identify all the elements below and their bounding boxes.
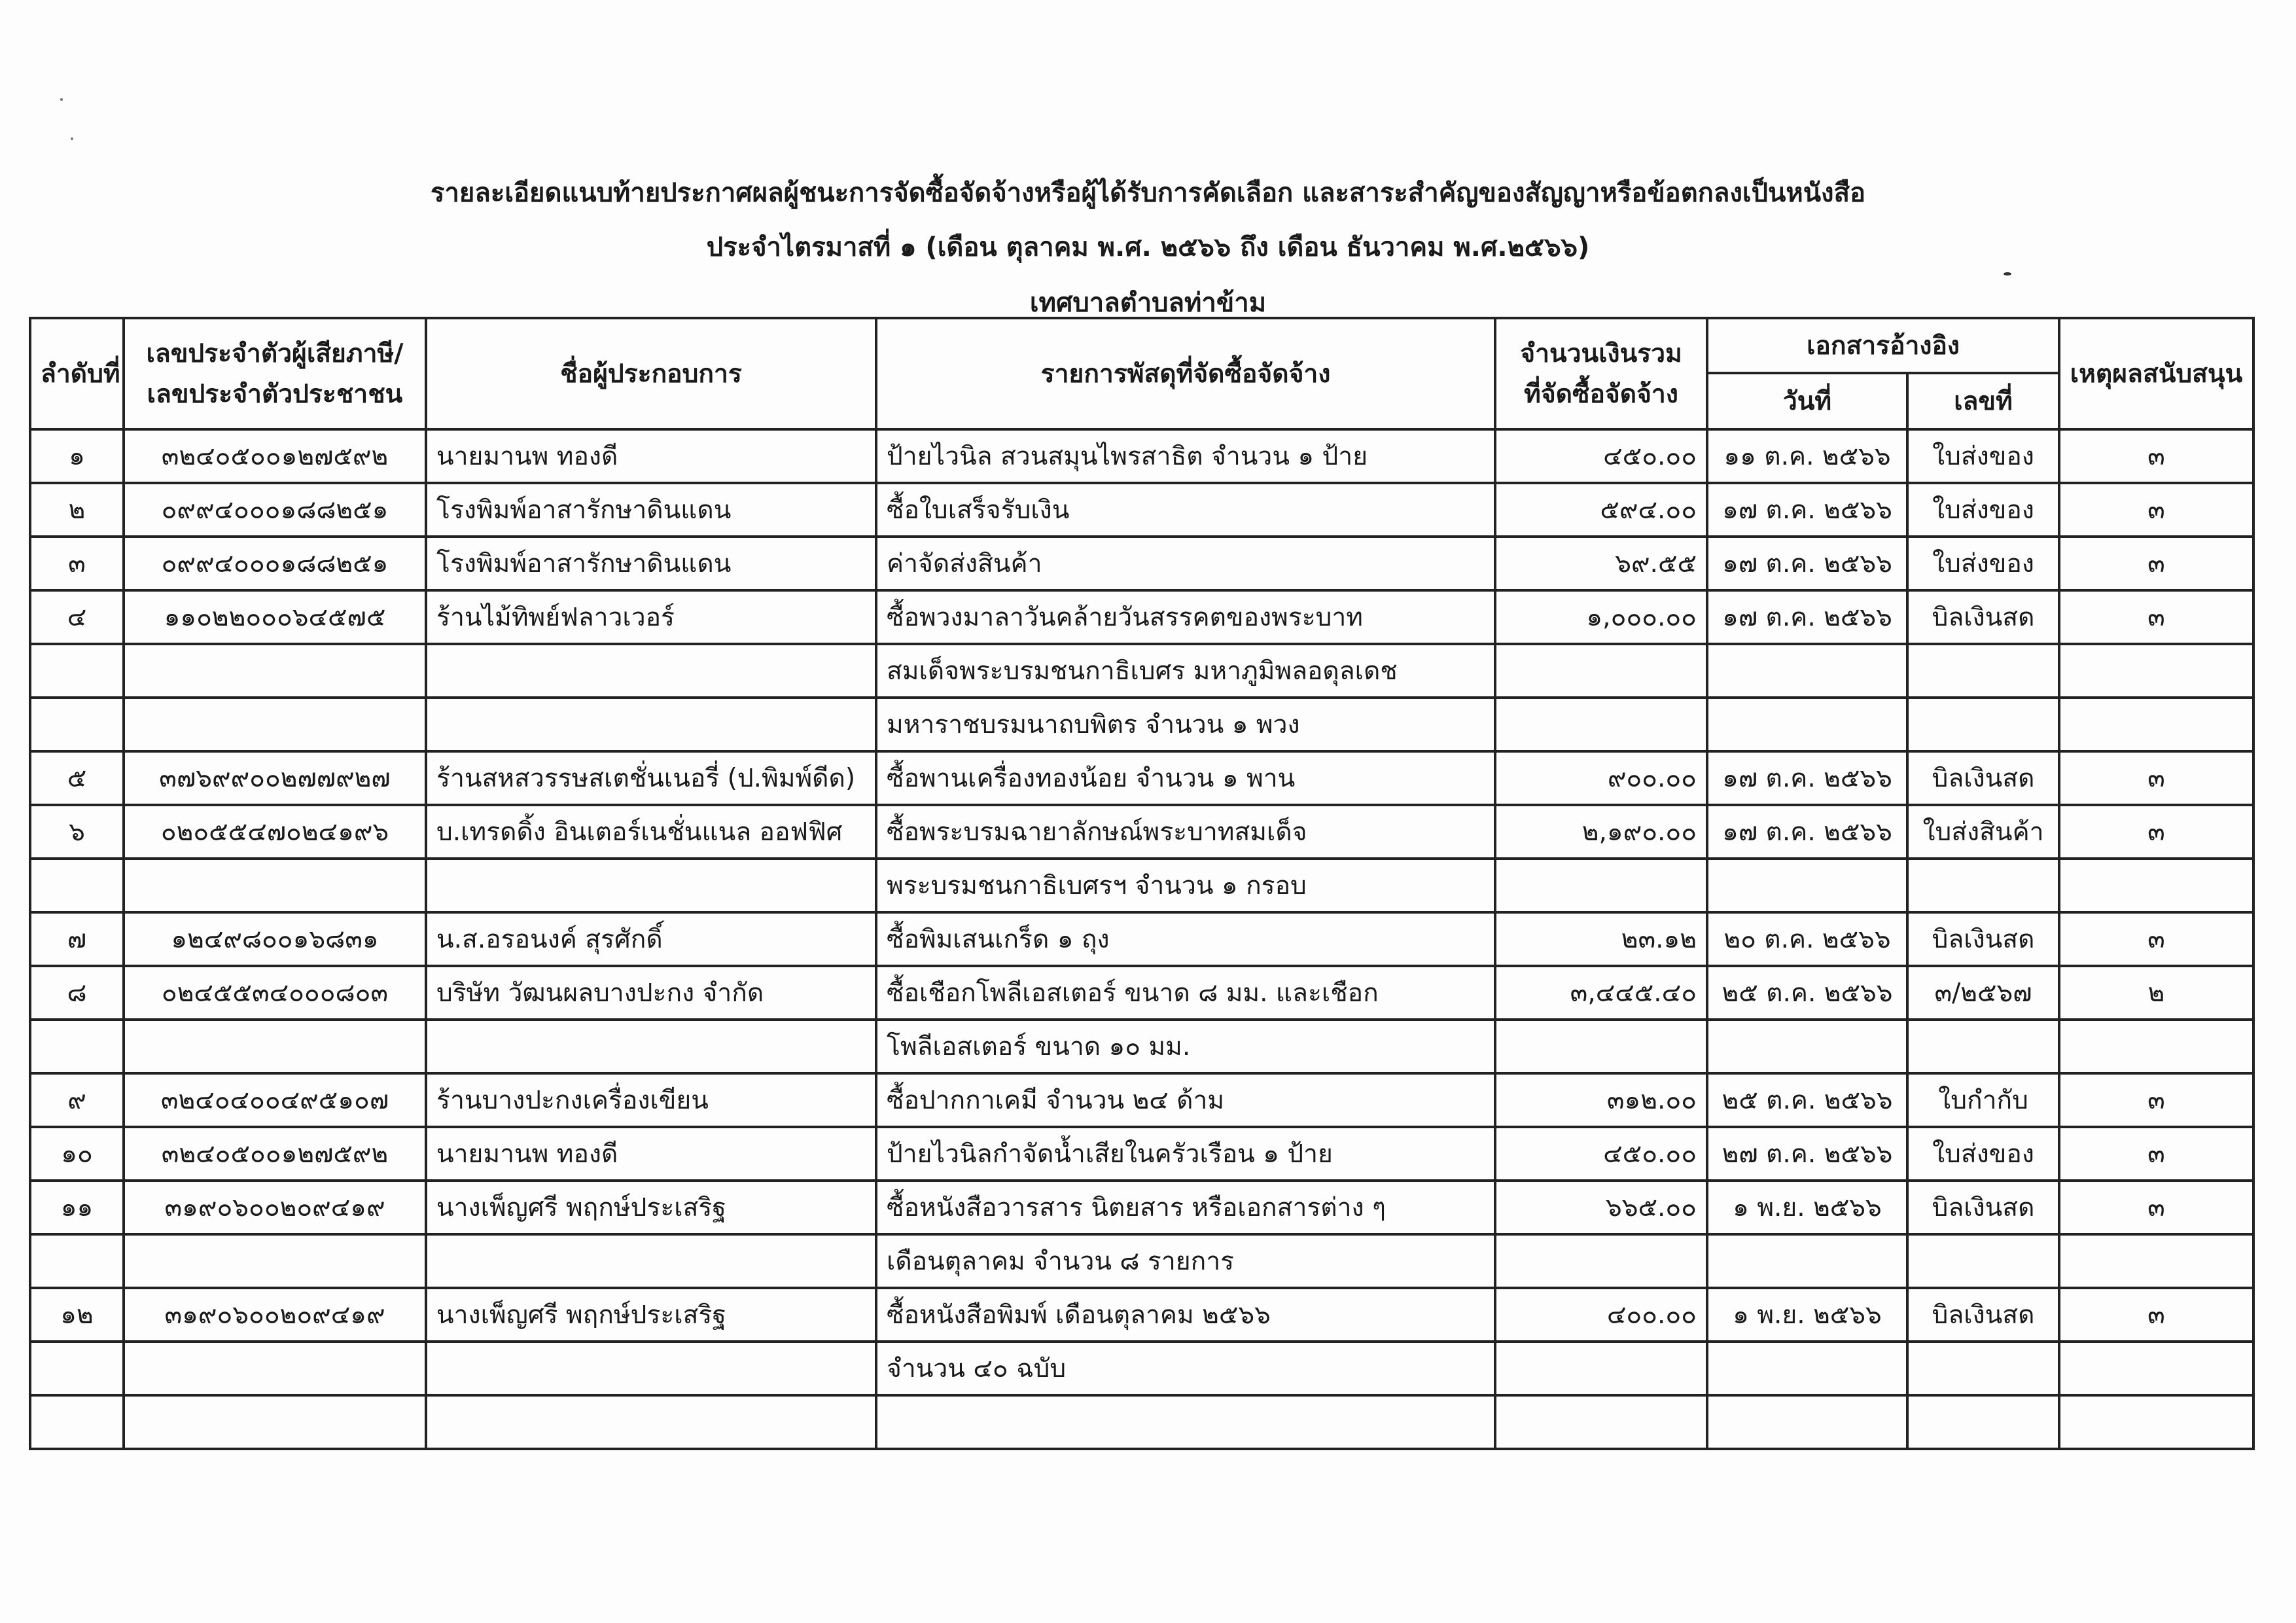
table-row bbox=[30, 1181, 2253, 1234]
table-row bbox=[30, 1234, 2253, 1288]
cell-no bbox=[30, 698, 124, 751]
table-row bbox=[30, 1073, 2253, 1127]
header-vendor: ชื่อผู้ประกอบการ bbox=[426, 318, 876, 429]
cell-item: ซื้อหนังสือวารสาร นิตยสาร หรือเอกสารต่าง ๆ bbox=[876, 1181, 1495, 1234]
header-no: ลำดับที่ bbox=[30, 318, 124, 429]
cell-no bbox=[30, 644, 124, 698]
cell-amount: ๑,๐๐๐.๐๐ bbox=[1495, 590, 1707, 644]
cell-reason: ๓ bbox=[2059, 537, 2253, 590]
cell-no: ๔ bbox=[30, 590, 124, 644]
cell-tax-id bbox=[124, 1020, 426, 1073]
cell-no bbox=[30, 1020, 124, 1073]
cell-date bbox=[1707, 1020, 1907, 1073]
cell-no: ๒ bbox=[30, 483, 124, 537]
cell-date: ๑๗ ต.ค. ๒๕๖๖ bbox=[1707, 805, 1907, 859]
cell-date: ๑๑ ต.ค. ๒๕๖๖ bbox=[1707, 429, 1907, 483]
cell-reason: ๓ bbox=[2059, 429, 2253, 483]
cell-date: ๑๗ ต.ค. ๒๕๖๖ bbox=[1707, 483, 1907, 537]
table-row bbox=[30, 805, 2253, 859]
cell-vendor: ร้านบางปะกงเครื่องเขียน bbox=[426, 1073, 876, 1127]
cell-vendor: นายมานพ ทองดี bbox=[426, 429, 876, 483]
cell-tax-id: ๑๒๔๙๘๐๐๑๖๘๓๑ bbox=[124, 912, 426, 966]
cell-reason bbox=[2059, 644, 2253, 698]
header-date: วันที่ bbox=[1707, 373, 1907, 429]
cell-item: ซื้อพานเครื่องทองน้อย จำนวน ๑ พาน bbox=[876, 751, 1495, 805]
cell-item: ซื้อพระบรมฉายาลักษณ์พระบาทสมเด็จ bbox=[876, 805, 1495, 859]
cell-item: สมเด็จพระบรมชนกาธิเบศร มหาภูมิพลอดุลเดช bbox=[876, 644, 1495, 698]
header-tax-id-line2: เลขประจำตัวประชาชน bbox=[147, 380, 403, 409]
cell-reason bbox=[2059, 1395, 2253, 1449]
cell-amount bbox=[1495, 644, 1707, 698]
cell-tax-id bbox=[124, 1342, 426, 1395]
cell-date: ๑ พ.ย. ๒๕๖๖ bbox=[1707, 1181, 1907, 1234]
cell-ref-no: ใบส่งสินค้า bbox=[1907, 805, 2059, 859]
cell-reason bbox=[2059, 859, 2253, 912]
table-row bbox=[30, 698, 2253, 751]
cell-no: ๕ bbox=[30, 751, 124, 805]
header-ref-doc: เอกสารอ้างอิง bbox=[1707, 318, 2059, 373]
cell-amount: ๓๑๒.๐๐ bbox=[1495, 1073, 1707, 1127]
cell-amount bbox=[1495, 859, 1707, 912]
cell-tax-id: ๐๒๔๕๕๓๔๐๐๐๘๐๓ bbox=[124, 966, 426, 1020]
document-subtitle-organization: เทศบาลตำบลท่าข้าม bbox=[1029, 288, 1267, 318]
cell-tax-id bbox=[124, 698, 426, 751]
cell-tax-id: ๐๙๙๔๐๐๐๑๘๘๒๕๑ bbox=[124, 483, 426, 537]
cell-tax-id: ๓๑๙๐๖๐๐๒๐๙๔๑๙ bbox=[124, 1288, 426, 1342]
cell-date bbox=[1707, 859, 1907, 912]
cell-reason: ๓ bbox=[2059, 912, 2253, 966]
cell-date: ๒๕ ต.ค. ๒๕๖๖ bbox=[1707, 966, 1907, 1020]
cell-reason: ๓ bbox=[2059, 1288, 2253, 1342]
cell-vendor bbox=[426, 1342, 876, 1395]
header-amount bbox=[1495, 318, 1707, 429]
cell-vendor bbox=[426, 1395, 876, 1449]
cell-ref-no: ใบกำกับ bbox=[1907, 1073, 2059, 1127]
cell-reason bbox=[2059, 1020, 2253, 1073]
cell-amount bbox=[1495, 1020, 1707, 1073]
header-amount-line1: จำนวนเงินรวม bbox=[1520, 339, 1682, 368]
cell-item: ซื้อใบเสร็จรับเงิน bbox=[876, 483, 1495, 537]
cell-vendor: น.ส.อรอนงค์ สุรศักดิ์ bbox=[426, 912, 876, 966]
cell-vendor bbox=[426, 1234, 876, 1288]
cell-tax-id: ๑๑๐๒๒๐๐๐๖๔๕๗๕ bbox=[124, 590, 426, 644]
cell-tax-id: ๓๑๙๐๖๐๐๒๐๙๔๑๙ bbox=[124, 1181, 426, 1234]
scan-speck bbox=[60, 98, 63, 101]
cell-vendor bbox=[426, 859, 876, 912]
cell-ref-no: บิลเงินสด bbox=[1907, 1181, 2059, 1234]
cell-item: พระบรมชนกาธิเบศรฯ จำนวน ๑ กรอบ bbox=[876, 859, 1495, 912]
table-row bbox=[30, 859, 2253, 912]
cell-reason: ๒ bbox=[2059, 966, 2253, 1020]
cell-amount bbox=[1495, 1234, 1707, 1288]
table-row bbox=[30, 644, 2253, 698]
cell-item: ค่าจัดส่งสินค้า bbox=[876, 537, 1495, 590]
cell-item: ป้ายไวนิล สวนสมุนไพรสาธิต จำนวน ๑ ป้าย bbox=[876, 429, 1495, 483]
cell-reason: ๓ bbox=[2059, 590, 2253, 644]
cell-reason: ๓ bbox=[2059, 751, 2253, 805]
cell-ref-no: ใบส่งของ bbox=[1907, 483, 2059, 537]
table-row bbox=[30, 537, 2253, 590]
cell-ref-no: บิลเงินสด bbox=[1907, 751, 2059, 805]
table-row bbox=[30, 751, 2253, 805]
table-row bbox=[30, 429, 2253, 483]
cell-ref-no: ๓/๒๕๖๗ bbox=[1907, 966, 2059, 1020]
cell-amount: ๒๓.๑๒ bbox=[1495, 912, 1707, 966]
header-reason: เหตุผลสนับสนุน bbox=[2059, 318, 2253, 429]
procurement-table bbox=[29, 317, 2255, 1450]
cell-tax-id bbox=[124, 644, 426, 698]
cell-amount bbox=[1495, 1395, 1707, 1449]
header-items: รายการพัสดุที่จัดซื้อจัดจ้าง bbox=[876, 318, 1495, 429]
cell-tax-id: ๓๗๖๙๙๐๐๒๗๗๙๒๗ bbox=[124, 751, 426, 805]
cell-ref-no bbox=[1907, 1342, 2059, 1395]
cell-no bbox=[30, 1342, 124, 1395]
cell-no: ๑ bbox=[30, 429, 124, 483]
cell-item: ป้ายไวนิลกำจัดน้ำเสียในครัวเรือน ๑ ป้าย bbox=[876, 1127, 1495, 1181]
cell-tax-id bbox=[124, 859, 426, 912]
cell-item: มหาราชบรมนาถบพิตร จำนวน ๑ พวง bbox=[876, 698, 1495, 751]
cell-no: ๙ bbox=[30, 1073, 124, 1127]
cell-ref-no bbox=[1907, 698, 2059, 751]
cell-no: ๖ bbox=[30, 805, 124, 859]
cell-ref-no: บิลเงินสด bbox=[1907, 1288, 2059, 1342]
cell-amount: ๔๕๐.๐๐ bbox=[1495, 429, 1707, 483]
cell-date: ๑๗ ต.ค. ๒๕๖๖ bbox=[1707, 590, 1907, 644]
table-body bbox=[30, 429, 2253, 1449]
cell-ref-no: ใบส่งของ bbox=[1907, 429, 2059, 483]
cell-ref-no bbox=[1907, 1234, 2059, 1288]
cell-amount: ๔๕๐.๐๐ bbox=[1495, 1127, 1707, 1181]
cell-date bbox=[1707, 1234, 1907, 1288]
cell-item: ซื้อพวงมาลาวันคล้ายวันสรรคตของพระบาท bbox=[876, 590, 1495, 644]
cell-vendor: โรงพิมพ์อาสารักษาดินแดน bbox=[426, 483, 876, 537]
cell-vendor: โรงพิมพ์อาสารักษาดินแดน bbox=[426, 537, 876, 590]
cell-vendor: บริษัท วัฒนผลบางปะกง จำกัด bbox=[426, 966, 876, 1020]
cell-vendor: นายมานพ ทองดี bbox=[426, 1127, 876, 1181]
cell-date bbox=[1707, 644, 1907, 698]
cell-ref-no bbox=[1907, 1395, 2059, 1449]
cell-amount bbox=[1495, 698, 1707, 751]
cell-date: ๒๐ ต.ค. ๒๕๖๖ bbox=[1707, 912, 1907, 966]
cell-tax-id: ๓๒๔๐๔๐๐๔๙๕๑๐๗ bbox=[124, 1073, 426, 1127]
cell-vendor: ร้านสหสวรรษสเตชั่นเนอรี่ (ป.พิมพ์ดีด) bbox=[426, 751, 876, 805]
cell-ref-no bbox=[1907, 644, 2059, 698]
table-row bbox=[30, 1127, 2253, 1181]
cell-item: ซื้อปากกาเคมี จำนวน ๒๔ ด้าม bbox=[876, 1073, 1495, 1127]
document-title: รายละเอียดแนบท้ายประกาศผลผู้ชนะการจัดซื้อจัดจ้างหรือผู้ได้รับการคัดเลือก และสาระสำคัญของสัญญาหรือข้อตกลงเป็นหนังสือ bbox=[430, 178, 1866, 208]
cell-reason bbox=[2059, 1342, 2253, 1395]
cell-amount: ๖๙.๕๕ bbox=[1495, 537, 1707, 590]
cell-amount: ๔๐๐.๐๐ bbox=[1495, 1288, 1707, 1342]
cell-vendor bbox=[426, 1020, 876, 1073]
cell-amount: ๙๐๐.๐๐ bbox=[1495, 751, 1707, 805]
cell-no bbox=[30, 1234, 124, 1288]
table-row bbox=[30, 1288, 2253, 1342]
cell-tax-id: ๓๒๔๐๕๐๐๑๒๗๕๙๒ bbox=[124, 429, 426, 483]
cell-ref-no: บิลเงินสด bbox=[1907, 590, 2059, 644]
cell-date: ๑๗ ต.ค. ๒๕๖๖ bbox=[1707, 751, 1907, 805]
table-row bbox=[30, 966, 2253, 1020]
cell-no: ๑๒ bbox=[30, 1288, 124, 1342]
header-tax-id-line1: เลขประจำตัวผู้เสียภาษี/ bbox=[146, 339, 404, 368]
cell-amount: ๓,๔๔๕.๔๐ bbox=[1495, 966, 1707, 1020]
cell-no bbox=[30, 1395, 124, 1449]
table-row bbox=[30, 483, 2253, 537]
cell-date bbox=[1707, 1395, 1907, 1449]
scan-speck bbox=[71, 137, 73, 140]
cell-tax-id bbox=[124, 1395, 426, 1449]
table-row bbox=[30, 1342, 2253, 1395]
cell-reason: ๓ bbox=[2059, 1127, 2253, 1181]
cell-no: ๑๐ bbox=[30, 1127, 124, 1181]
table-row bbox=[30, 1020, 2253, 1073]
cell-tax-id bbox=[124, 1234, 426, 1288]
cell-ref-no: บิลเงินสด bbox=[1907, 912, 2059, 966]
cell-no: ๗ bbox=[30, 912, 124, 966]
cell-amount: ๒,๑๙๐.๐๐ bbox=[1495, 805, 1707, 859]
cell-amount: ๖๖๕.๐๐ bbox=[1495, 1181, 1707, 1234]
cell-amount: ๕๙๔.๐๐ bbox=[1495, 483, 1707, 537]
cell-vendor: บ.เทรดดิ้ง อินเตอร์เนชั่นแนล ออฟฟิศ bbox=[426, 805, 876, 859]
cell-item: ซื้อพิมเสนเกร็ด ๑ ถุง bbox=[876, 912, 1495, 966]
cell-vendor: นางเพ็ญศรี พฤกษ์ประเสริฐ bbox=[426, 1288, 876, 1342]
cell-vendor bbox=[426, 644, 876, 698]
cell-date: ๒๗ ต.ค. ๒๕๖๖ bbox=[1707, 1127, 1907, 1181]
cell-tax-id: ๐๒๐๕๕๔๗๐๒๔๑๙๖ bbox=[124, 805, 426, 859]
cell-ref-no bbox=[1907, 1020, 2059, 1073]
cell-date bbox=[1707, 698, 1907, 751]
table-row bbox=[30, 912, 2253, 966]
cell-date: ๑ พ.ย. ๒๕๖๖ bbox=[1707, 1288, 1907, 1342]
cell-item: จำนวน ๔๐ ฉบับ bbox=[876, 1342, 1495, 1395]
cell-vendor: นางเพ็ญศรี พฤกษ์ประเสริฐ bbox=[426, 1181, 876, 1234]
cell-reason: ๓ bbox=[2059, 1073, 2253, 1127]
cell-tax-id: ๓๒๔๐๕๐๐๑๒๗๕๙๒ bbox=[124, 1127, 426, 1181]
cell-no: ๘ bbox=[30, 966, 124, 1020]
cell-date: ๑๗ ต.ค. ๒๕๖๖ bbox=[1707, 537, 1907, 590]
cell-no bbox=[30, 859, 124, 912]
cell-vendor bbox=[426, 698, 876, 751]
document-subtitle-period: ประจำไตรมาสที่ ๑ (เดือน ตุลาคม พ.ศ. ๒๕๖๖ ถึง เดือน ธันวาคม พ.ศ.๒๕๖๖) bbox=[706, 232, 1590, 262]
cell-ref-no: ใบส่งของ bbox=[1907, 1127, 2059, 1181]
cell-reason: ๓ bbox=[2059, 805, 2253, 859]
cell-item: ซื้อเชือกโพลีเอสเตอร์ ขนาด ๘ มม. และเชือก bbox=[876, 966, 1495, 1020]
table-row bbox=[30, 590, 2253, 644]
cell-date: ๒๕ ต.ค. ๒๕๖๖ bbox=[1707, 1073, 1907, 1127]
cell-reason: ๓ bbox=[2059, 1181, 2253, 1234]
cell-item: เดือนตุลาคม จำนวน ๘ รายการ bbox=[876, 1234, 1495, 1288]
cell-amount bbox=[1495, 1342, 1707, 1395]
header-ref-no: เลขที่ bbox=[1907, 373, 2059, 429]
cell-item: ซื้อหนังสือพิมพ์ เดือนตุลาคม ๒๕๖๖ bbox=[876, 1288, 1495, 1342]
table-row bbox=[30, 1395, 2253, 1449]
scan-speck bbox=[2004, 272, 2011, 276]
cell-reason: ๓ bbox=[2059, 483, 2253, 537]
cell-no: ๓ bbox=[30, 537, 124, 590]
cell-ref-no: ใบส่งของ bbox=[1907, 537, 2059, 590]
cell-reason bbox=[2059, 1234, 2253, 1288]
cell-reason bbox=[2059, 698, 2253, 751]
cell-item bbox=[876, 1395, 1495, 1449]
header-tax-id bbox=[124, 318, 426, 429]
header-amount-line2: ที่จัดซื้อจัดจ้าง bbox=[1524, 380, 1678, 409]
cell-tax-id: ๐๙๙๔๐๐๐๑๘๘๒๕๑ bbox=[124, 537, 426, 590]
cell-vendor: ร้านไม้ทิพย์ฟลาวเวอร์ bbox=[426, 590, 876, 644]
cell-ref-no bbox=[1907, 859, 2059, 912]
cell-item: โพลีเอสเตอร์ ขนาด ๑๐ มม. bbox=[876, 1020, 1495, 1073]
cell-date bbox=[1707, 1342, 1907, 1395]
cell-no: ๑๑ bbox=[30, 1181, 124, 1234]
